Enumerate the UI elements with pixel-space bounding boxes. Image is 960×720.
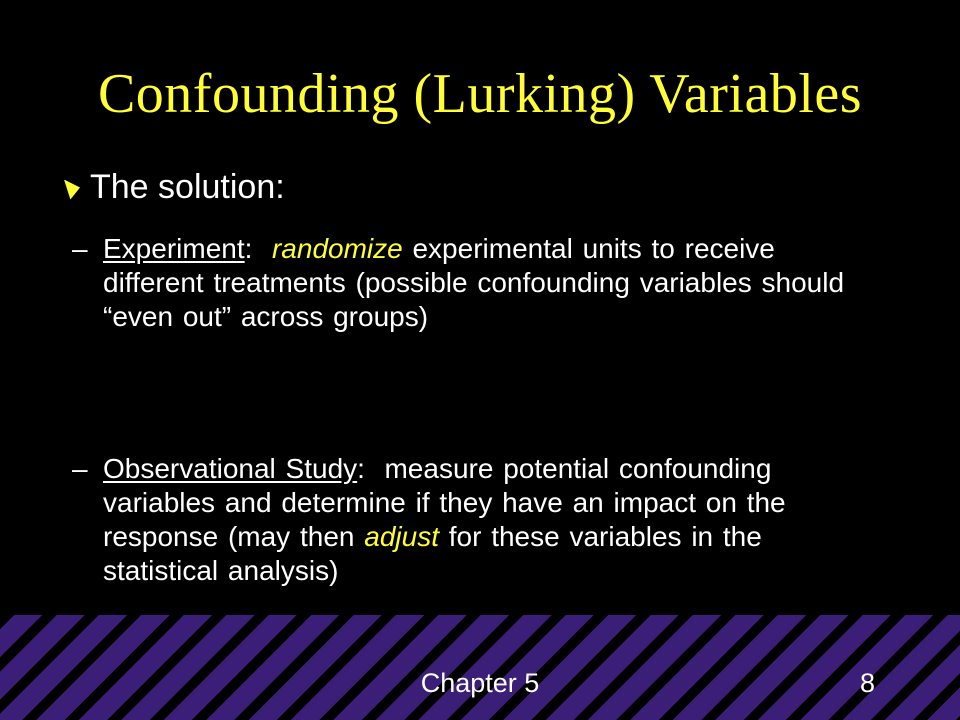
term-colon: : — [357, 453, 385, 484]
sub-item-after: for these variables in the statistical analysis) — [103, 521, 762, 586]
term-colon: : — [244, 233, 272, 264]
slide-number: 8 — [860, 668, 876, 698]
emphasis-randomize: randomize — [271, 233, 403, 264]
term-observational-study: Observational Study — [103, 453, 358, 484]
sub-item-rest: experimental units to receive different treatments (possible confounding variables should “even out” across groups) — [103, 233, 845, 332]
term-experiment: Experiment — [103, 233, 245, 264]
sub-item-before: measure potential confounding variables and determine if they have an impact on the response (may then — [103, 453, 786, 552]
arrow-bullet-icon — [64, 180, 80, 200]
dash-marker: – — [72, 233, 88, 264]
sub-item-text — [103, 232, 872, 334]
emphasis-adjust: adjust — [364, 521, 439, 552]
bullet-text: The solution: — [90, 168, 285, 206]
footer-chapter: Chapter 5 — [420, 668, 540, 698]
sub-item-experiment — [72, 232, 872, 334]
sub-item-text — [103, 452, 872, 588]
bullet-main — [64, 168, 285, 207]
dash-marker: – — [72, 453, 88, 484]
slide-title: Confounding (Lurking) Variables — [97, 63, 863, 125]
sub-item-observational — [72, 452, 872, 588]
